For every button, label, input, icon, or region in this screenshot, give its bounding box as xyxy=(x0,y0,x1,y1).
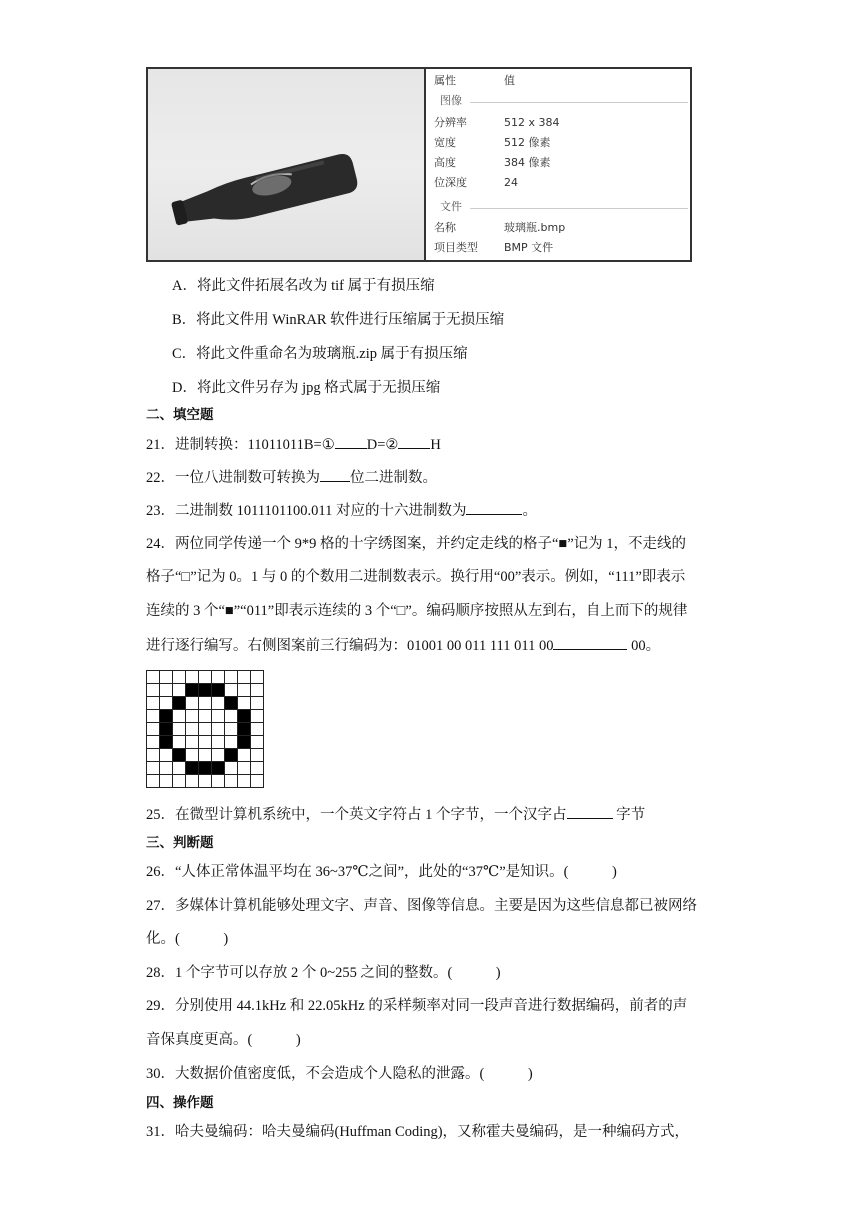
answer-blank[interactable] xyxy=(466,500,522,515)
grid-cell-empty xyxy=(147,736,160,749)
q25-text: 字节 xyxy=(612,807,646,823)
question-31: 31．哈夫曼编码：哈夫曼编码(Huffman Coding)，又称霍夫曼编码，是一种编码方式， xyxy=(146,1124,690,1140)
group-divider xyxy=(470,208,688,209)
grid-cell-empty xyxy=(225,671,238,684)
question-29-line1: 29．分别使用 44.1kHz 和 22.05kHz 的采样频率对同一段声音进行数据编码，前者的声 xyxy=(146,998,688,1014)
prop-name-val: 玻璃瓶.bmp xyxy=(504,221,566,234)
grid-cell-filled xyxy=(212,684,225,697)
q24-text: 进行逐行编写。右侧图案前三行编码为：01001 00 011 111 011 00 xyxy=(146,638,554,654)
grid-cell-empty xyxy=(173,736,186,749)
q25-text: 25．在微型计算机系统中，一个英文字符占 1 个字节，一个汉字占 xyxy=(146,807,567,823)
question-28: 28．1 个字节可以存放 2 个 0~255 之间的整数。( ) xyxy=(146,965,501,981)
grid-cell-empty xyxy=(173,762,186,775)
grid-cell-empty xyxy=(186,723,199,736)
grid-cell-empty xyxy=(147,671,160,684)
grid-cell-empty xyxy=(225,710,238,723)
grid-cell-empty xyxy=(199,671,212,684)
grid-cell-empty xyxy=(225,736,238,749)
grid-cell-empty xyxy=(212,671,225,684)
answer-blank[interactable] xyxy=(567,804,613,819)
q21-text: H xyxy=(430,437,441,453)
grid-cell-empty xyxy=(251,710,264,723)
answer-blank[interactable] xyxy=(398,434,430,449)
grid-cell-empty xyxy=(212,736,225,749)
answer-blank[interactable] xyxy=(553,635,627,650)
grid-cell-empty xyxy=(212,775,225,788)
grid-cell-empty xyxy=(238,671,251,684)
grid-cell-empty xyxy=(147,775,160,788)
question-30: 30．大数据价值密度低，不会造成个人隐私的泄露。( ) xyxy=(146,1066,533,1082)
grid-cell-empty xyxy=(160,697,173,710)
grid-cell-filled xyxy=(186,762,199,775)
grid-cell-filled xyxy=(160,723,173,736)
bottle-photo xyxy=(148,69,426,260)
question-24-line4 xyxy=(146,635,660,656)
prop-type-key: 项目类型 xyxy=(434,241,478,254)
grid-cell-filled xyxy=(199,762,212,775)
grid-cell-empty xyxy=(173,723,186,736)
properties-panel xyxy=(426,69,690,260)
grid-cell-empty xyxy=(147,749,160,762)
prop-height-val: 384 像素 xyxy=(504,156,551,169)
grid-cell-empty xyxy=(212,749,225,762)
grid-cell-empty xyxy=(251,775,264,788)
question-24-line3: 连续的 3 个“■”“011”即表示连续的 3 个“□”。编码顺序按照从左到右，自上而下的规律 xyxy=(146,603,688,619)
q23-text: 23．二进制数 1011101100.011 对应的十六进制数为 xyxy=(146,503,467,519)
grid-cell-filled xyxy=(160,710,173,723)
grid-cell-empty xyxy=(173,684,186,697)
grid-cell-empty xyxy=(147,684,160,697)
grid-cell-empty xyxy=(199,749,212,762)
q21-text: D=② xyxy=(366,437,399,453)
prop-resolution-val: 512 x 384 xyxy=(504,116,560,129)
grid-cell-empty xyxy=(160,749,173,762)
group-file-label: 文件 xyxy=(440,200,462,213)
grid-cell-empty xyxy=(173,671,186,684)
option-b: B．将此文件用 WinRAR 软件进行压缩属于无损压缩 xyxy=(172,312,505,328)
grid-cell-empty xyxy=(251,749,264,762)
grid-cell-empty xyxy=(199,697,212,710)
question-23 xyxy=(146,500,537,521)
grid-cell-empty xyxy=(212,697,225,710)
grid-cell-filled xyxy=(173,697,186,710)
grid-cell-filled xyxy=(186,684,199,697)
prop-depth-val: 24 xyxy=(504,176,518,189)
grid-cell-empty xyxy=(225,762,238,775)
prop-width-key: 宽度 xyxy=(434,136,456,149)
question-29-line2: 音保真度更高。( ) xyxy=(146,1032,301,1048)
question-26: 26．“人体正常体温平均在 36~37℃之间”，此处的“37℃”是知识。( ) xyxy=(146,864,617,880)
grid-cell-filled xyxy=(173,749,186,762)
grid-cell-empty xyxy=(251,762,264,775)
prop-width-val: 512 像素 xyxy=(504,136,551,149)
answer-blank[interactable] xyxy=(335,434,367,449)
grid-cell-empty xyxy=(212,723,225,736)
prop-header-key: 属性 xyxy=(434,74,456,87)
grid-cell-empty xyxy=(225,684,238,697)
grid-cell-empty xyxy=(160,775,173,788)
grid-cell-empty xyxy=(186,710,199,723)
section-heading-operation: 四、操作题 xyxy=(146,1095,214,1111)
grid-cell-empty xyxy=(238,684,251,697)
group-image-label: 图像 xyxy=(440,94,462,107)
prop-height-key: 高度 xyxy=(434,156,456,169)
question-27-line1: 27．多媒体计算机能够处理文字、声音、图像等信息。主要是因为这些信息都已被网络 xyxy=(146,898,697,914)
prop-name-key: 名称 xyxy=(434,221,456,234)
grid-cell-empty xyxy=(186,736,199,749)
grid-cell-empty xyxy=(173,710,186,723)
grid-cell-empty xyxy=(199,723,212,736)
grid-cell-empty xyxy=(160,762,173,775)
grid-cell-empty xyxy=(173,775,186,788)
question-22 xyxy=(146,467,437,488)
grid-cell-empty xyxy=(199,736,212,749)
section-heading-judge: 三、判断题 xyxy=(146,835,214,851)
grid-cell-filled xyxy=(199,684,212,697)
prop-header-val: 值 xyxy=(504,74,515,87)
grid-cell-empty xyxy=(186,749,199,762)
group-divider xyxy=(470,102,688,103)
prop-resolution-key: 分辨率 xyxy=(434,116,467,129)
option-d: D．将此文件另存为 jpg 格式属于无损压缩 xyxy=(172,380,441,396)
option-c: C．将此文件重命名为玻璃瓶.zip 属于有损压缩 xyxy=(172,346,468,362)
glass-bottle-image xyxy=(148,69,424,260)
grid-cell-empty xyxy=(147,710,160,723)
grid-cell-empty xyxy=(186,697,199,710)
grid-cell-empty xyxy=(160,671,173,684)
grid-cell-filled xyxy=(238,723,251,736)
grid-cell-empty xyxy=(251,697,264,710)
grid-cell-empty xyxy=(147,697,160,710)
question-27-line2: 化。( ) xyxy=(146,931,229,947)
question-24-line2: 格子“□”记为 0。1 与 0 的个数用二进制数表示。换行用“00”表示。例如，“111”即表示 xyxy=(146,569,686,585)
q22-text: 位二进制数。 xyxy=(350,470,437,486)
grid-cell-empty xyxy=(199,775,212,788)
grid-cell-filled xyxy=(225,697,238,710)
question-24-line1: 24．两位同学传递一个 9*9 格的十字绣图案，并约定走线的格子“■”记为 1，不走线的 xyxy=(146,536,687,552)
grid-cell-empty xyxy=(147,762,160,775)
grid-cell-empty xyxy=(238,762,251,775)
grid-cell-empty xyxy=(238,749,251,762)
prop-type-val: BMP 文件 xyxy=(504,241,554,254)
grid-cell-empty xyxy=(225,723,238,736)
question-21 xyxy=(146,434,441,455)
prop-depth-key: 位深度 xyxy=(434,176,467,189)
grid-cell-filled xyxy=(160,736,173,749)
grid-cell-filled xyxy=(225,749,238,762)
grid-cell-empty xyxy=(212,710,225,723)
q22-text: 22．一位八进制数可转换为 xyxy=(146,470,320,486)
answer-blank[interactable] xyxy=(320,467,350,482)
q21-text: 21．进制转换：11011011B=① xyxy=(146,437,335,453)
grid-cell-empty xyxy=(147,723,160,736)
grid-cell-empty xyxy=(238,697,251,710)
grid-cell-filled xyxy=(212,762,225,775)
grid-cell-empty xyxy=(251,736,264,749)
cross-stitch-grid xyxy=(146,670,264,788)
option-a: A．将此文件拓展名改为 tif 属于有损压缩 xyxy=(172,278,435,294)
grid-cell-empty xyxy=(186,775,199,788)
grid-cell-empty xyxy=(160,684,173,697)
grid-cell-empty xyxy=(199,710,212,723)
question-25 xyxy=(146,804,645,825)
section-heading-fill: 二、填空题 xyxy=(146,407,214,423)
grid-cell-empty xyxy=(225,775,238,788)
grid-cell-empty xyxy=(251,684,264,697)
q24-text: 00。 xyxy=(627,638,661,654)
file-properties-figure xyxy=(146,67,692,262)
grid-cell-empty xyxy=(238,775,251,788)
grid-cell-empty xyxy=(251,723,264,736)
q23-text: 。 xyxy=(522,503,537,519)
grid-cell-empty xyxy=(251,671,264,684)
grid-cell-filled xyxy=(238,710,251,723)
grid-cell-empty xyxy=(186,671,199,684)
grid-cell-filled xyxy=(238,736,251,749)
